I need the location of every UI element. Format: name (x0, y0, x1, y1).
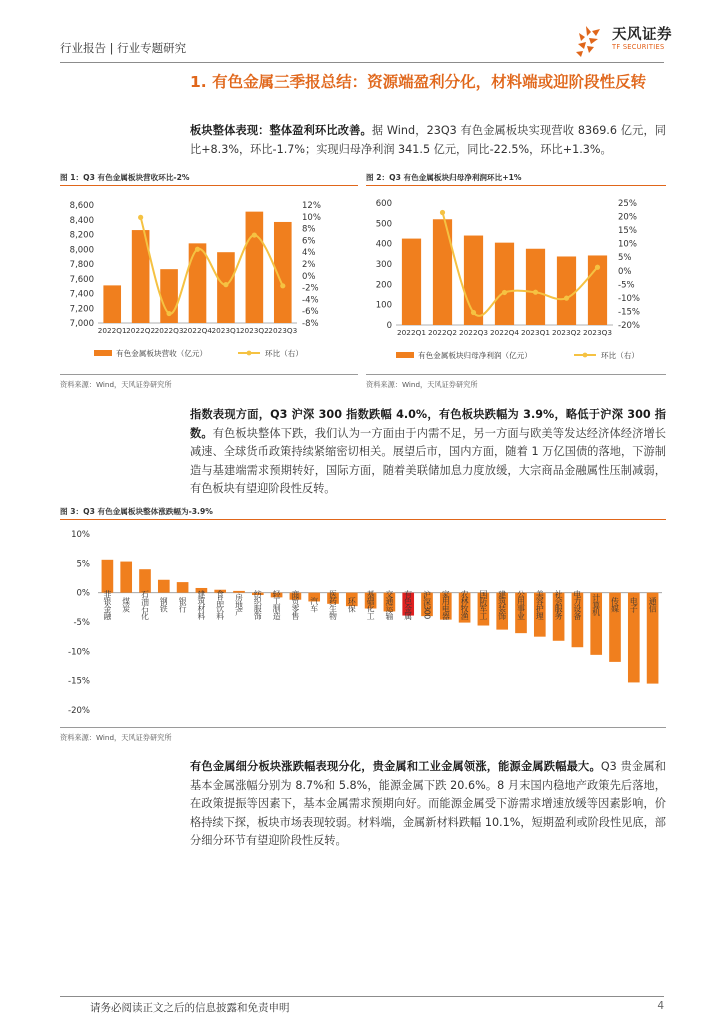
sector-bar (233, 591, 245, 593)
x-tick-label: 2022Q1 (97, 326, 127, 335)
section-title: 1. 有色金属三季报总结：资源端盈利分化，材料端或迎阶段性反转 (190, 73, 647, 91)
sector-bar (102, 560, 114, 593)
x-tick-label: 2022Q3 (154, 326, 184, 335)
y-right-tick-label: -15% (618, 307, 640, 318)
qoq-point (502, 290, 507, 295)
chart3-title: 图 3：Q3 有色金属板块整体涨跌幅为-3.9% (60, 507, 213, 516)
y-left-tick-label: 500 (375, 219, 392, 230)
chart1-bottom-rule (60, 374, 358, 375)
y-tick-label: -20% (68, 706, 90, 716)
chart3-bottom-rule (60, 727, 666, 728)
sector-label: 煤炭 (121, 597, 131, 612)
y-left-tick-label: 8,000 (69, 245, 94, 256)
y-left-tick-label: 100 (375, 300, 392, 311)
y-tick-label: 5% (76, 559, 90, 570)
y-right-tick-label: -6% (302, 307, 319, 318)
legend-bar-label: 有色金属板块归母净利润（亿元） (418, 351, 532, 360)
y-tick-label: -10% (68, 647, 90, 658)
y-tick-label: -5% (73, 618, 90, 628)
y-right-tick-label: 15% (618, 226, 637, 237)
qoq-point (166, 311, 171, 316)
sector-label: 交通运输 (384, 590, 394, 620)
y-left-tick-label: 7,800 (69, 260, 94, 270)
y-right-tick-label: -10% (618, 293, 640, 304)
y-tick-label: 10% (71, 530, 90, 540)
sector-label: 有色金属 (403, 590, 413, 620)
y-left-tick-label: 7,000 (69, 319, 94, 329)
y-left-tick-label: 200 (375, 280, 392, 291)
sector-label: 通信 (648, 597, 658, 612)
revenue-bar (103, 285, 121, 323)
paragraph-index-body: 有色板块整体下跌，我们认为一方面由于内需不足，另一方面与欧美等发达经济体经济增长减速、全球货币政策持续紧缩密切相关。展望后市，国内方面，随着 1 万亿国债的落地，下游制造与基建端需求预期转好，国际方面，随着美联储加息力度放缓，大宗商品金融属性压制减弱，有色板块有望迎阶段性反转。 (190, 426, 666, 495)
sector-label: 钢铁 (159, 597, 169, 612)
legend-line-marker (247, 351, 252, 356)
logo-subtext: TF SECURITIES (612, 43, 665, 51)
chart2-title-rule (366, 185, 666, 186)
sector-label: 石油石化 (140, 590, 150, 620)
paragraph-overall-lead: 板块整体表现：整体盈利环比改善。 (190, 124, 372, 137)
logo-text: 天风证券 (612, 27, 672, 43)
revenue-bar (189, 243, 207, 323)
sector-label: 纺织服饰 (253, 590, 263, 620)
chart3-title-rule (60, 519, 666, 520)
sector-label: 家用电器 (441, 590, 451, 620)
x-tick-label: 2022Q4 (490, 328, 519, 337)
sector-label: 房地产 (234, 593, 244, 616)
y-tick-label: 0% (76, 588, 90, 599)
y-left-tick-label: 300 (375, 260, 392, 270)
sector-label: 公用事业 (516, 590, 526, 620)
y-right-tick-label: 5% (618, 253, 632, 264)
chart2-bottom-rule (366, 374, 666, 375)
sector-label: 医药生物 (328, 590, 338, 620)
x-tick-label: 2023Q2 (239, 326, 269, 335)
sector-label: 环保 (347, 597, 357, 612)
x-tick-label: 2023Q3 (268, 326, 298, 335)
x-tick-label: 2023Q1 (211, 326, 241, 335)
qoq-point (564, 296, 569, 301)
sector-label: 银行 (178, 597, 188, 612)
qoq-point (138, 215, 143, 220)
paragraph-subsectors (190, 758, 666, 851)
y-right-tick-label: -2% (302, 283, 319, 294)
qoq-point (280, 283, 285, 288)
chart1-revenue (60, 188, 358, 368)
qoq-point (533, 290, 538, 295)
qoq-point (223, 282, 228, 287)
chart1-title-rule (60, 185, 358, 186)
x-tick-label: 2022Q2 (428, 328, 457, 337)
chart1-title: 图 1：Q3 有色金属板块营收环比-2% (60, 173, 190, 182)
y-left-tick-label: 8,600 (69, 201, 94, 211)
footer-disclaimer-link[interactable]: 请务必阅读正文之后的信息披露和免责申明 (90, 1002, 290, 1014)
x-tick-label: 2023Q1 (521, 328, 550, 337)
revenue-bar (495, 243, 514, 325)
sector-label: 电力设备 (572, 590, 582, 620)
revenue-bar (402, 239, 421, 325)
qoq-point (471, 310, 476, 315)
paragraph-overall (190, 122, 666, 159)
report-breadcrumb: 行业报告 | 行业专题研究 (60, 41, 187, 55)
y-right-tick-label: 0% (618, 266, 632, 277)
x-tick-label: 2022Q3 (459, 328, 488, 337)
qoq-point (195, 247, 200, 252)
revenue-bar (246, 212, 264, 323)
chart1-source: 资料来源：Wind，天风证券研究所 (60, 380, 172, 389)
y-left-tick-label: 8,200 (69, 230, 94, 241)
revenue-bar (557, 256, 576, 325)
sector-label: 社会服务 (554, 590, 564, 620)
qoq-point (595, 265, 600, 270)
y-left-tick-label: 600 (375, 199, 392, 209)
x-tick-label: 2022Q1 (397, 328, 426, 337)
y-left-tick-label: 7,200 (69, 304, 94, 315)
chart3-source: 资料来源：Wind，天风证券研究所 (60, 733, 172, 742)
x-tick-label: 2022Q2 (126, 326, 156, 335)
legend-bar-swatch (396, 352, 414, 358)
legend-line-label: 环比（右） (265, 349, 303, 358)
sector-label: 建筑装饰 (497, 590, 507, 620)
sector-label: 电子 (629, 597, 639, 612)
y-left-tick-label: 0 (386, 321, 392, 331)
sector-label: 食品饮料 (215, 590, 225, 620)
sector-bar (177, 582, 189, 593)
y-right-tick-label: 2% (302, 260, 316, 270)
y-left-tick-label: 8,400 (69, 215, 94, 226)
y-right-tick-label: 10% (302, 212, 321, 223)
sector-label: 汽车 (309, 597, 319, 612)
y-tick-label: -15% (68, 676, 90, 687)
y-right-tick-label: 10% (618, 239, 637, 250)
x-tick-label: 2022Q4 (183, 326, 212, 335)
sector-label: 非银金融 (102, 590, 112, 620)
y-right-tick-label: 12% (302, 201, 321, 211)
y-right-tick-label: -8% (302, 319, 319, 329)
sector-label: 计算机 (591, 593, 601, 616)
paragraph-overall-body: 据 Wind，23Q3 有色金属板块实现营收 8369.6 亿元，同比+8.3%，环比-1.7%；实现归母净利润 341.5 亿元，同比-22.5%，环比+1.3%。 (190, 124, 666, 156)
y-right-tick-label: -20% (618, 321, 640, 331)
sector-label: 农林牧渔 (460, 590, 470, 620)
chart2-title: 图 2：Q3 有色金属板块归母净利润环比+1% (366, 173, 522, 182)
revenue-bar (526, 249, 545, 325)
footer-divider (60, 996, 664, 997)
sector-label: 基础化工 (366, 590, 376, 620)
sector-label: 建筑材料 (196, 590, 206, 620)
y-right-tick-label: 25% (618, 199, 637, 209)
y-left-tick-label: 7,600 (69, 274, 94, 285)
y-left-tick-label: 7,400 (69, 289, 94, 300)
paragraph-subsectors-lead: 有色金属细分板块涨跌幅表现分化，贵金属和工业金属领涨，能源金属跌幅最大。 (190, 760, 601, 773)
sector-label: 沪深300 (422, 590, 432, 619)
page-number: 4 (657, 1000, 664, 1012)
x-tick-label: 2023Q2 (552, 328, 581, 337)
sector-label: 美容护理 (535, 590, 545, 620)
y-right-tick-label: 8% (302, 224, 316, 235)
legend-line-marker (583, 353, 588, 358)
sector-bar (158, 580, 170, 593)
chart3-sector-returns (60, 522, 666, 724)
y-left-tick-label: 400 (375, 239, 392, 250)
chart2-source: 资料来源：Wind，天风证券研究所 (366, 380, 478, 389)
legend-bar-label: 有色金属板块营收（亿元） (116, 349, 208, 358)
y-right-tick-label: -5% (618, 280, 635, 291)
header-divider (60, 62, 664, 63)
qoq-point (440, 210, 445, 215)
legend-bar-swatch (94, 350, 112, 356)
y-right-tick-label: 4% (302, 248, 316, 259)
paragraph-index-lead: 指数表现方面，Q3 沪深 300 指数跌幅 4.0%，有色板块跌幅为 3.9%，略低于沪深 300 指数。 (190, 408, 666, 440)
chart2-net-profit (366, 188, 666, 368)
revenue-bar (217, 252, 235, 323)
legend-line-label: 环比（右） (601, 351, 639, 360)
x-tick-label: 2023Q3 (583, 328, 612, 337)
paragraph-index (190, 406, 666, 499)
sector-label: 传媒 (610, 597, 620, 612)
y-right-tick-label: 0% (302, 271, 316, 282)
sector-label: 轻工制造 (272, 590, 282, 620)
qoq-point (252, 232, 257, 237)
y-right-tick-label: -4% (302, 295, 319, 306)
y-right-tick-label: 20% (618, 212, 637, 223)
paragraph-subsectors-body: Q3 贵金属和基本金属涨幅分别为 8.7%和 5.8%，能源金属下跌 20.6%。8 月末国内稳地产政策先后落地，在政策提振等因素下，基本金属需求预期向好。而能源金属受下游需求增速放缓等因素影响，价格持续下探，板块市场表现较弱。材料端，金属新材料跌幅 10.1%，短期盈利或阶段性见底，部分细分环节有望迎阶段性反转。 (190, 760, 666, 847)
sector-label: 商贸零售 (290, 590, 300, 620)
y-right-tick-label: 6% (302, 236, 316, 247)
sector-bar (120, 562, 132, 593)
sector-label: 国防军工 (478, 590, 488, 620)
